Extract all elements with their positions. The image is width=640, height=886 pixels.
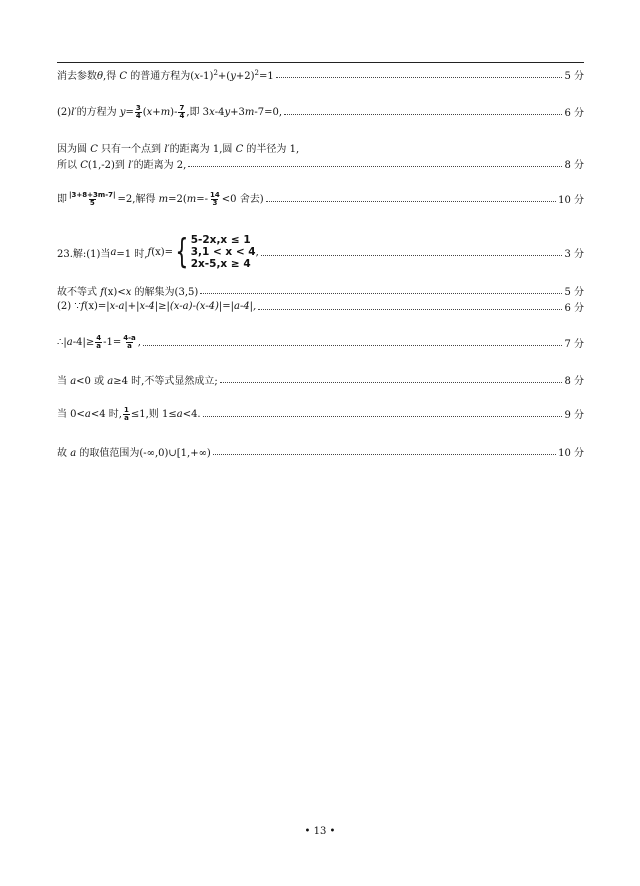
line-text: 即 $\frac{|3+8+3m-7|}{5}$ =2,解得 m=2(m=- $\frac{14}{3}$ <0 舍去) xyxy=(57,190,264,207)
fraction: $\frac{|3+8+3m-7|}{5}$ xyxy=(69,190,116,207)
fraction: $\frac{3}{4}$ xyxy=(135,103,141,120)
score-label: 10 分 xyxy=(558,194,584,206)
leader-dots xyxy=(284,114,562,115)
line-distance-two xyxy=(57,155,584,171)
leader-dots xyxy=(203,416,563,417)
line-circle-condition: 因为圆 C 只有一个点到 l′的距离为 1,圆 C 的半径为 1, xyxy=(57,144,300,155)
piecewise-function xyxy=(173,234,256,270)
fraction: $\frac{1}{a}$ xyxy=(124,405,129,422)
line-solution-set xyxy=(57,282,584,298)
leader-dots xyxy=(213,454,556,455)
score-label: 8 分 xyxy=(564,159,584,171)
line-case-between xyxy=(57,402,584,424)
line-standard-equation xyxy=(57,66,584,82)
leader-dots xyxy=(143,345,563,346)
fraction: $\frac{4-a}{a}$ xyxy=(123,333,136,350)
fraction: $\frac{4}{a}$ xyxy=(96,333,102,350)
line-solve-m xyxy=(57,187,584,209)
top-rule xyxy=(57,62,584,63)
score-label: 9 分 xyxy=(564,409,584,421)
line-text: 当 0<a<4 时, $\frac{1}{a}$ ≤1,则 1≤a<4. xyxy=(57,405,201,422)
line-text: 当 a<0 或 a≥4 时,不等式显然成立; xyxy=(57,375,218,387)
score-label: 3 分 xyxy=(564,248,584,260)
line-text: 消去参数θ,得 C 的普通方程为$(x-1)^2+(y+2)^2=1$ xyxy=(57,68,274,82)
leader-dots xyxy=(258,309,562,310)
line-text: 23.解:(1)当 a =1 时, f (x) = { 5-2x,x ≤ 1 3,1 < x < 4 2x-5,x ≥ 4 , xyxy=(57,232,259,272)
line-text: (2)l′的方程为 y= $\frac{3}{4}$ (x+m)- $\frac{7}{4}$ ,即 3x-4y+3m-7=0, xyxy=(57,103,283,120)
leader-dots xyxy=(261,255,563,256)
leader-dots xyxy=(188,166,562,167)
line-case-trivial xyxy=(57,371,584,387)
line-text: ∴|a-4|≥ $\frac{4}{a}$ -1= $\frac{4-a}{a}$ , xyxy=(57,333,141,350)
leader-dots xyxy=(220,382,563,383)
leader-dots xyxy=(276,77,563,78)
line-piecewise xyxy=(57,227,584,277)
case-row: 3,1 < x < 4 xyxy=(190,246,256,258)
leader-dots xyxy=(200,293,562,294)
leader-dots xyxy=(266,201,556,202)
score-label: 5 分 xyxy=(564,286,584,298)
score-label: 7 分 xyxy=(564,338,584,350)
case-row: 2x-5,x ≥ 4 xyxy=(190,258,251,270)
line-text: 故 a 的取值范围为(-∞,0)∪[1,+∞) xyxy=(57,447,211,459)
line-text: 故不等式 f(x)<x 的解集为(3,5) xyxy=(57,286,199,298)
score-label: 8 分 xyxy=(564,375,584,387)
line-text: 所以 C(1,-2)到 l′的距离为 2, xyxy=(57,159,187,171)
score-label: 5 分 xyxy=(564,70,584,82)
line-range-of-a xyxy=(57,443,584,459)
left-brace: { xyxy=(175,232,189,272)
line-triangle-inequality xyxy=(57,298,584,314)
score-label: 6 分 xyxy=(564,302,584,314)
case-row: 5-2x,x ≤ 1 xyxy=(190,234,251,246)
score-label: 10 分 xyxy=(558,447,584,459)
fraction: $\frac{14}{3}$ xyxy=(210,190,220,207)
line-l-prime-equation xyxy=(57,101,584,121)
fraction: $\frac{7}{4}$ xyxy=(179,103,185,120)
line-text: (2) ∵f(x)=|x-a|+|x-4|≥|(x-a)-(x-4)|=|a-4|, xyxy=(57,300,257,312)
score-label: 6 分 xyxy=(564,107,584,119)
line-abs-inequality xyxy=(57,331,584,353)
page-number: • 13 • xyxy=(304,826,336,837)
